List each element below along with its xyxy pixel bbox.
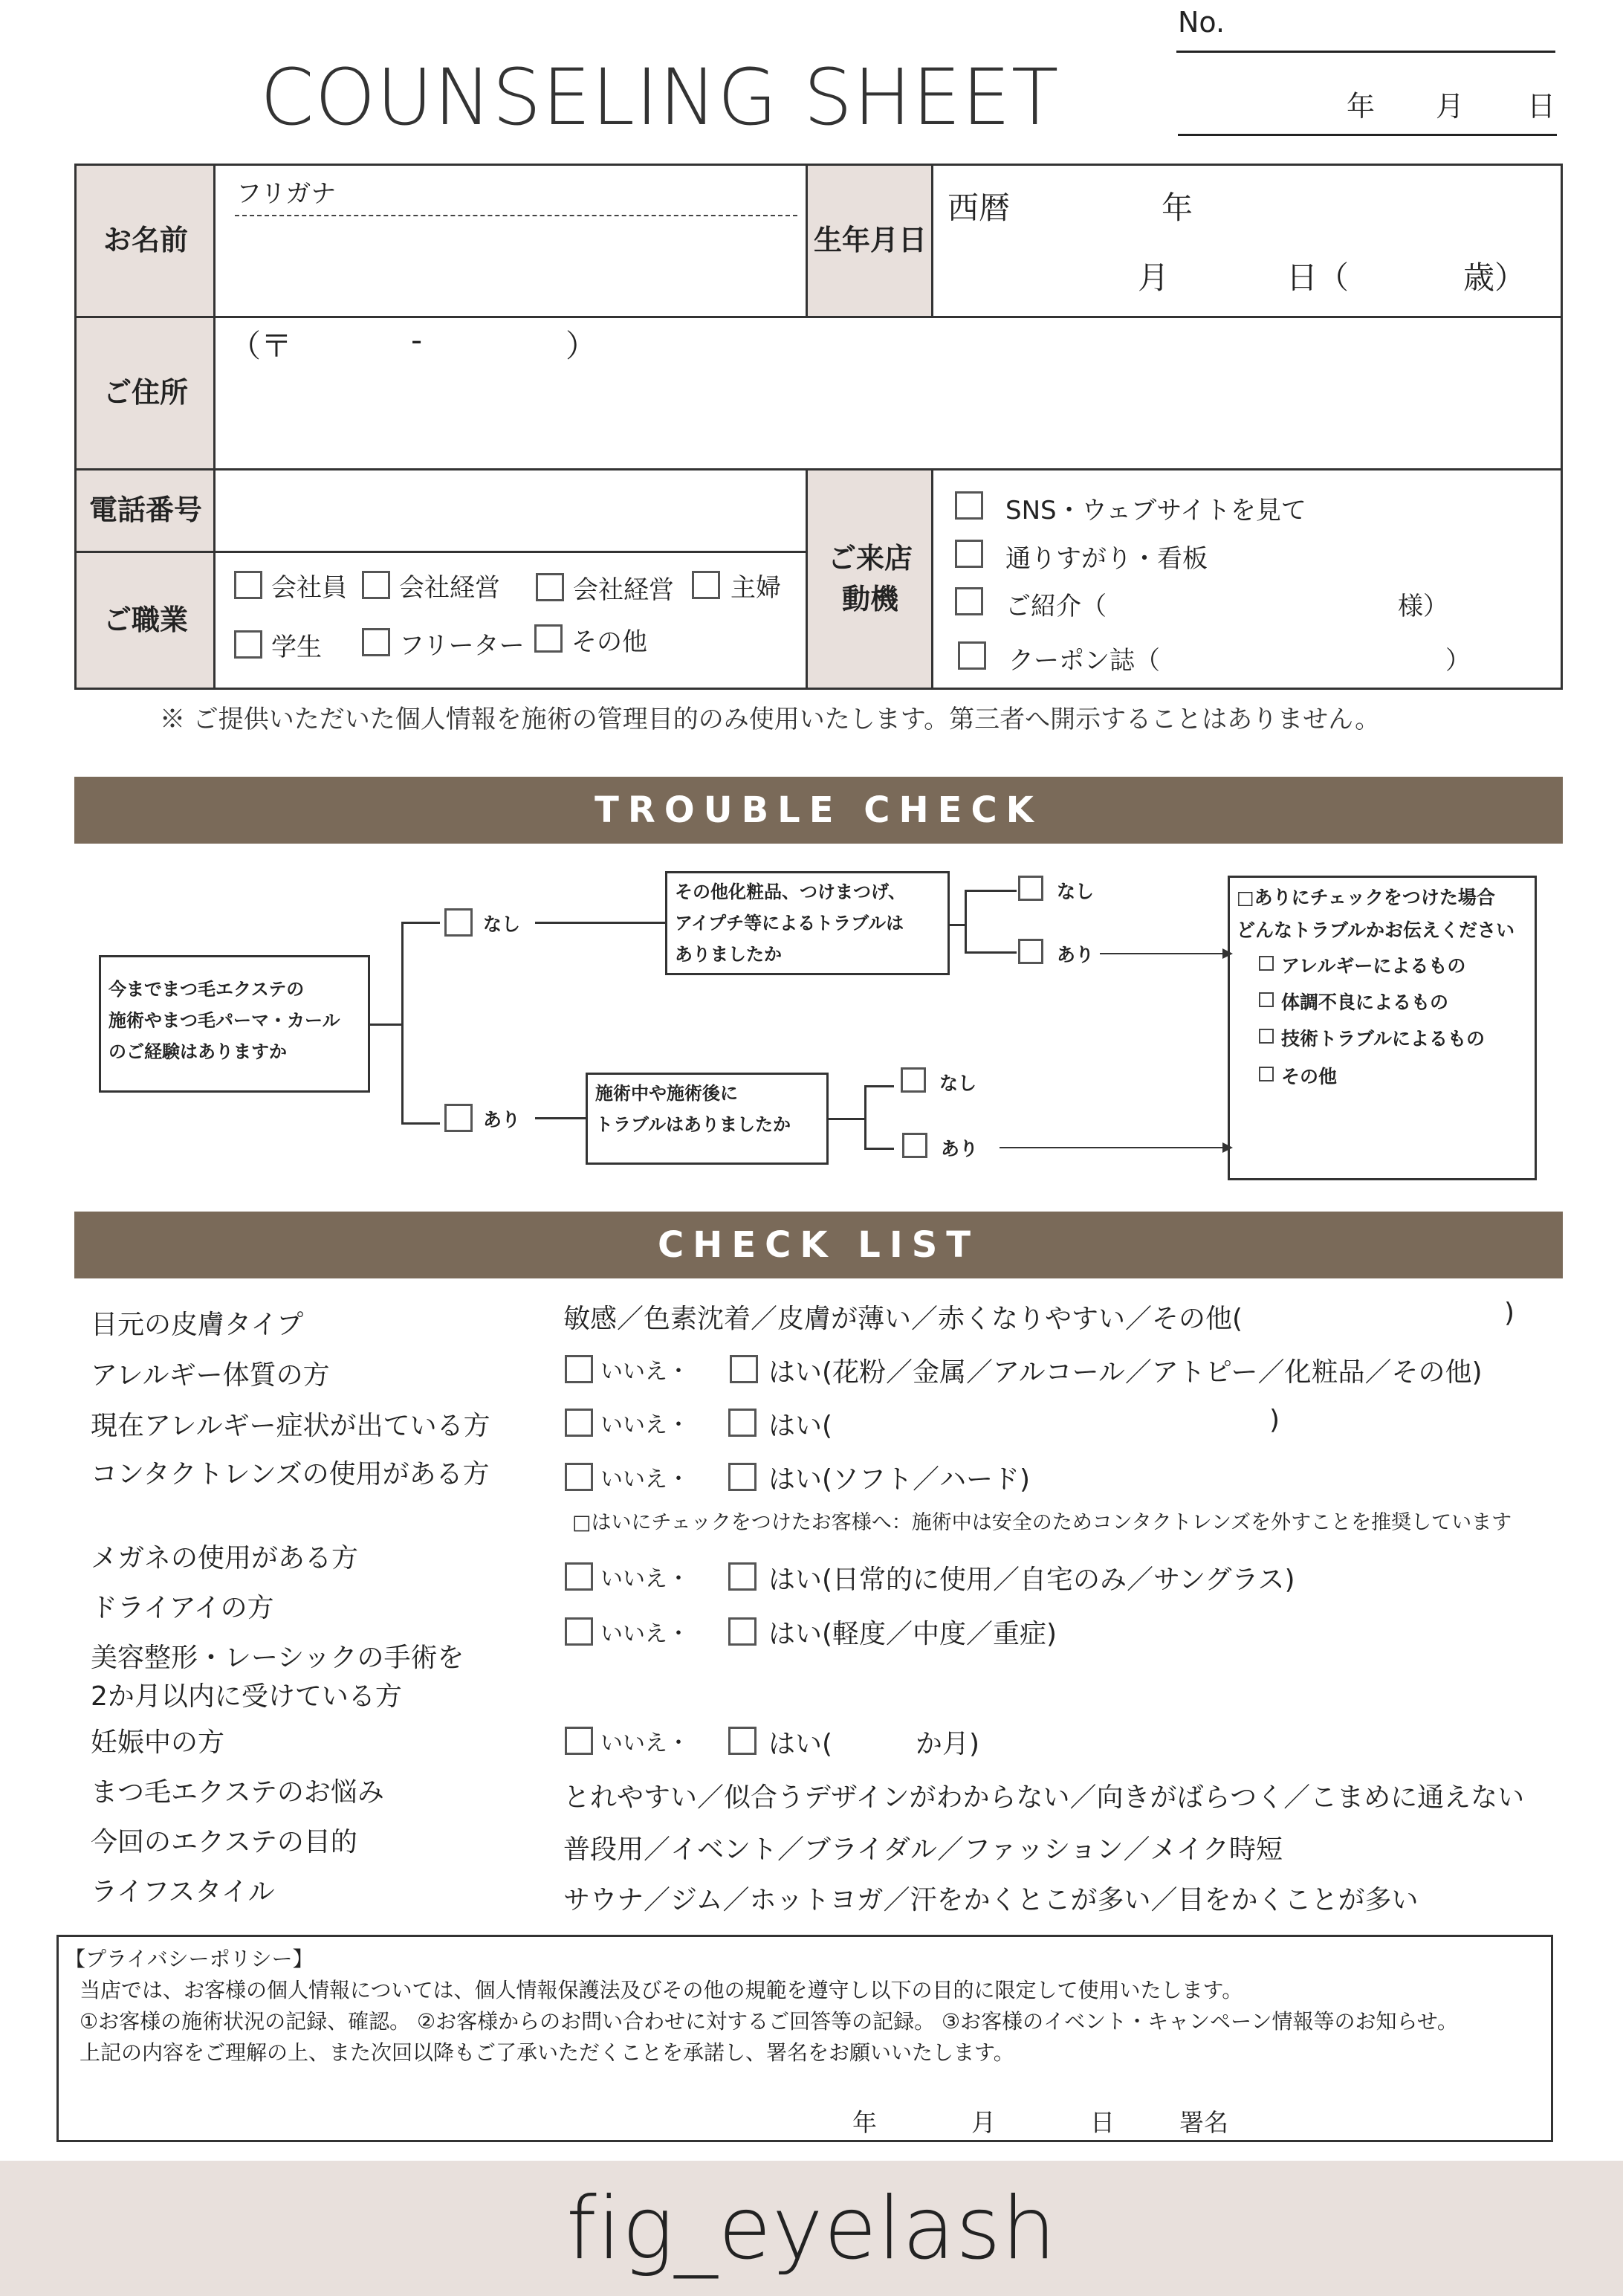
postal-open: （〒: [230, 328, 293, 364]
visit-option-label: ご紹介（: [1005, 592, 1107, 621]
visit-checkbox[interactable]: [955, 491, 983, 520]
allergy-now-no-checkbox[interactable]: [565, 1409, 593, 1437]
q1-ari-checkbox[interactable]: [444, 1104, 473, 1132]
divider: [213, 166, 216, 688]
surgery-no-checkbox[interactable]: [565, 1727, 593, 1755]
flow-line: [401, 922, 440, 924]
birth-era: 西暦: [947, 190, 1011, 226]
surgery-yes-checkbox[interactable]: [728, 1727, 757, 1755]
visit-label-line2: 動機: [841, 583, 898, 615]
job-checkbox[interactable]: [534, 624, 563, 653]
q3-ari-label: あり: [941, 1138, 979, 1160]
checklist-label: メガネの使用がある方: [91, 1543, 359, 1574]
job-option-label: 会社員: [271, 573, 347, 603]
skin-type-close: ): [1504, 1298, 1515, 1328]
visit-checkbox[interactable]: [955, 540, 983, 568]
result-checkbox[interactable]: [1259, 992, 1274, 1007]
policy-line: 当店では、お客様の個人情報については、個人情報保護法及びその他の規範を遵守し以下の目的に限定して使用いたします。: [80, 1978, 1243, 2002]
q1-line: のご経験はありますか: [108, 1041, 287, 1062]
q2-line: アイプチ等によるトラブルは: [675, 913, 904, 934]
q1-box: [99, 955, 370, 1093]
result-line: どんなトラブルかお伝えください: [1237, 919, 1515, 941]
flow-line: [829, 1118, 866, 1120]
result-option: アレルギーによるもの: [1281, 955, 1466, 977]
checklist-label: 目元の皮膚タイプ: [91, 1310, 304, 1340]
contact-note: □はいにチェックをつけたお客様へ：施術中は安全のためコンタクトレンズを外すことを推奨しています: [572, 1511, 1512, 1534]
checklist-label: 今回のエクステの目的: [91, 1827, 357, 1857]
q3-ari-checkbox[interactable]: [902, 1133, 927, 1158]
job-option-label: フリーター: [399, 631, 525, 661]
flow-line: [401, 922, 404, 1124]
sign-day-label: 日: [1090, 2108, 1115, 2137]
q1-ari-label: あり: [483, 1109, 521, 1131]
date-day-label: 日: [1527, 90, 1556, 123]
skin-type-options: 敏感／色素沈着／皮膚が薄い／赤くなりやすい／その他(: [563, 1304, 1243, 1334]
glasses-no-label: いいえ・: [600, 1566, 690, 1592]
divider: [806, 468, 808, 688]
visit-option-label: クーポン誌（: [1008, 646, 1160, 676]
job-checkbox[interactable]: [362, 628, 390, 656]
glasses-no-checkbox[interactable]: [565, 1562, 593, 1591]
allergy-no-checkbox[interactable]: [565, 1355, 593, 1383]
address-field[interactable]: [218, 366, 1555, 463]
footer: [0, 2161, 1623, 2296]
q1-line: 今までまつ毛エクステの: [108, 979, 305, 1000]
q2-nashi-checkbox[interactable]: [1018, 876, 1043, 901]
policy-line: 上記の内容をご理解の上、また次回以降もご了承いただくことを承諾し、署名をお願いいたします。: [80, 2040, 1014, 2065]
divider: [77, 551, 808, 553]
policy-title: 【プライバシーポリシー】: [65, 1947, 314, 1971]
allergy-no-label: いいえ・: [600, 1359, 690, 1385]
checklist-label: 現在アレルギー症状が出ている方: [91, 1411, 490, 1441]
allergy-now-yes-checkbox[interactable]: [728, 1409, 757, 1437]
q3-box: [586, 1073, 829, 1165]
phone-label: 電話番号: [77, 470, 215, 551]
contact-yes-checkbox[interactable]: [728, 1463, 757, 1491]
q3-nashi-label: なし: [939, 1073, 977, 1094]
birth-year-label: 年: [1162, 190, 1193, 226]
age-label: 歳）: [1463, 259, 1526, 296]
surgery-no-label: いいえ・: [600, 1730, 690, 1756]
flow-line: [401, 1122, 440, 1125]
privacy-policy-box: [56, 1935, 1553, 2142]
flow-line: [864, 1148, 894, 1150]
address-label: ご住所: [77, 318, 215, 468]
furigana-field[interactable]: [235, 215, 797, 216]
flow-line: [965, 890, 1017, 892]
no-field-line[interactable]: [1176, 51, 1555, 53]
checklist-label: 妊娠中の方: [91, 1727, 225, 1758]
name-field[interactable]: [218, 219, 803, 313]
flow-line: [864, 1085, 894, 1087]
page-title: COUNSELING SHEET: [260, 52, 1060, 143]
allergy-yes-label: はい(花粉／金属／アルコール／アトピー／化粧品／その他): [768, 1357, 1483, 1388]
dry-eye-no-label: いいえ・: [600, 1621, 690, 1647]
lifestyle-options: サウナ／ジム／ホットヨガ／汗をかくとこが多い／目をかくことが多い: [563, 1885, 1419, 1915]
flow-arrow-line: [1000, 1147, 1226, 1148]
flow-line: [950, 924, 965, 926]
signature-field[interactable]: [1240, 2093, 1538, 2136]
flow-line: [965, 951, 1017, 954]
glasses-yes-checkbox[interactable]: [728, 1562, 757, 1591]
check-list-heading: CHECK LIST: [74, 1212, 1563, 1278]
checklist-label: アレルギー体質の方: [91, 1360, 330, 1391]
job-checkbox[interactable]: [692, 571, 720, 599]
allergy-now-yes-label: はい(: [768, 1411, 833, 1441]
visit-option-label: 通りすがり・看板: [1005, 544, 1208, 574]
contact-no-checkbox[interactable]: [565, 1463, 593, 1491]
dry-eye-yes-label: はい(軽度／中度／重症): [768, 1619, 1057, 1649]
result-checkbox[interactable]: [1259, 1067, 1274, 1081]
q3-nashi-checkbox[interactable]: [901, 1067, 926, 1093]
job-option-label: 会社経営: [399, 573, 500, 603]
job-checkbox[interactable]: [536, 573, 564, 601]
birth-month-label: 月: [1138, 259, 1170, 296]
checklist-label: ドライアイの方: [91, 1593, 274, 1623]
result-checkbox[interactable]: [1259, 956, 1274, 971]
checklist-label: 2か月以内に受けている方: [91, 1681, 402, 1712]
allergy-now-close: ): [1269, 1405, 1280, 1435]
result-option: 体調不良によるもの: [1281, 992, 1449, 1013]
brand-logo: fig_eyelash: [566, 2178, 1057, 2279]
glasses-yes-label: はい(日常的に使用／自宅のみ／サングラス): [768, 1565, 1295, 1595]
contact-yes-label: はい(ソフト／ハード): [768, 1464, 1031, 1495]
job-option-label: その他: [571, 627, 647, 657]
result-line: □ありにチェックをつけた場合: [1237, 887, 1495, 908]
q1-nashi-checkbox[interactable]: [444, 908, 473, 937]
postal-dash: -: [411, 322, 423, 358]
sign-month-label: 月: [971, 2108, 996, 2137]
birth-label: 生年月日: [808, 166, 933, 316]
dry-eye-no-checkbox[interactable]: [565, 1617, 593, 1646]
q3-line: トラブルはありましたか: [595, 1114, 791, 1135]
visit-checkbox[interactable]: [958, 641, 986, 670]
signature-label: 署名: [1179, 2108, 1228, 2137]
q2-nashi-label: なし: [1057, 881, 1095, 902]
privacy-note: ※ ご提供いただいた個人情報を施術の管理目的のみ使用いたします。第三者へ開示することはありません。: [160, 705, 1381, 734]
furigana-label: フリガナ: [236, 179, 337, 209]
contact-no-label: いいえ・: [600, 1466, 690, 1493]
job-option-label: 学生: [271, 633, 322, 662]
sign-year-label: 年: [852, 2108, 877, 2137]
job-option-label: 主婦: [730, 573, 781, 603]
q2-box: [665, 871, 950, 975]
result-option: その他: [1281, 1066, 1338, 1087]
q3-line: 施術中や施術後に: [595, 1083, 738, 1104]
flow-arrow-line: [1100, 953, 1226, 954]
result-option: 技術トラブルによるもの: [1281, 1028, 1486, 1050]
dry-eye-yes-checkbox[interactable]: [728, 1617, 757, 1646]
checklist-label: まつ毛エクステのお悩み: [91, 1777, 384, 1808]
flow-line: [864, 1085, 866, 1149]
divider: [806, 166, 808, 316]
name-label: お名前: [77, 166, 215, 316]
referral-sama: 様）: [1398, 592, 1448, 621]
coupon-close: ）: [1445, 646, 1471, 676]
checklist-label: 美容整形・レーシックの手術を: [91, 1643, 464, 1673]
visit-reason-label: [808, 470, 933, 688]
q2-ari-checkbox[interactable]: [1018, 939, 1043, 964]
divider: [77, 316, 1561, 318]
allergy-now-no-label: いいえ・: [600, 1412, 690, 1438]
date-field-line[interactable]: [1178, 134, 1557, 136]
flow-line: [965, 890, 967, 953]
job-label: ご職業: [77, 553, 215, 688]
result-checkbox[interactable]: [1259, 1029, 1274, 1044]
date-year-label: 年: [1347, 90, 1376, 123]
flow-line: [535, 1117, 586, 1119]
allergy-yes-checkbox[interactable]: [730, 1355, 758, 1383]
customer-info-table: [74, 164, 1563, 690]
divider: [77, 468, 1561, 470]
flow-line: [535, 922, 665, 924]
job-checkbox[interactable]: [234, 630, 262, 659]
surgery-yes-label: はい(: [768, 1729, 833, 1759]
checklist-label: ライフスタイル: [91, 1877, 275, 1907]
flow-line: [370, 1024, 401, 1026]
q2-ari-label: あり: [1057, 944, 1095, 966]
divider: [931, 468, 933, 688]
birth-day-label: 日（: [1286, 259, 1350, 296]
policy-line: ①お客様の施術状況の記録、確認。 ②お客様からのお問い合わせに対するご回答等の記録。 ③お客様のイベント・キャンペーン情報等のお知らせ。: [80, 2009, 1458, 2034]
surgery-months: か月): [916, 1729, 980, 1759]
divider: [931, 166, 933, 316]
q1-line: 施術やまつ毛パーマ・カール: [108, 1010, 340, 1031]
visit-option-label: SNS・ウェブサイトを見て: [1005, 496, 1306, 526]
q2-line: その他化粧品、つけまつげ、: [675, 882, 907, 902]
postal-close: ）: [566, 328, 597, 364]
checklist-label: コンタクトレンズの使用がある方: [91, 1459, 490, 1490]
job-checkbox[interactable]: [362, 571, 390, 599]
visit-checkbox[interactable]: [955, 587, 983, 615]
no-label: No.: [1178, 6, 1225, 39]
visit-label-line1: ご来店: [827, 541, 913, 575]
q1-nashi-label: なし: [483, 913, 521, 935]
date-month-label: 月: [1436, 90, 1465, 123]
purpose-options: 普段用／イベント／ブライダル／ファッション／メイク時短: [563, 1834, 1283, 1865]
job-option-label: 会社経営: [573, 575, 674, 605]
worries-options: とれやすい／似合うデザインがわからない／向きがばらつく／こまめに通えない: [563, 1782, 1525, 1813]
q2-line: ありましたか: [675, 944, 782, 965]
trouble-check-heading: TROUBLE CHECK: [74, 777, 1563, 844]
job-checkbox[interactable]: [234, 571, 262, 599]
phone-field[interactable]: [218, 472, 802, 549]
